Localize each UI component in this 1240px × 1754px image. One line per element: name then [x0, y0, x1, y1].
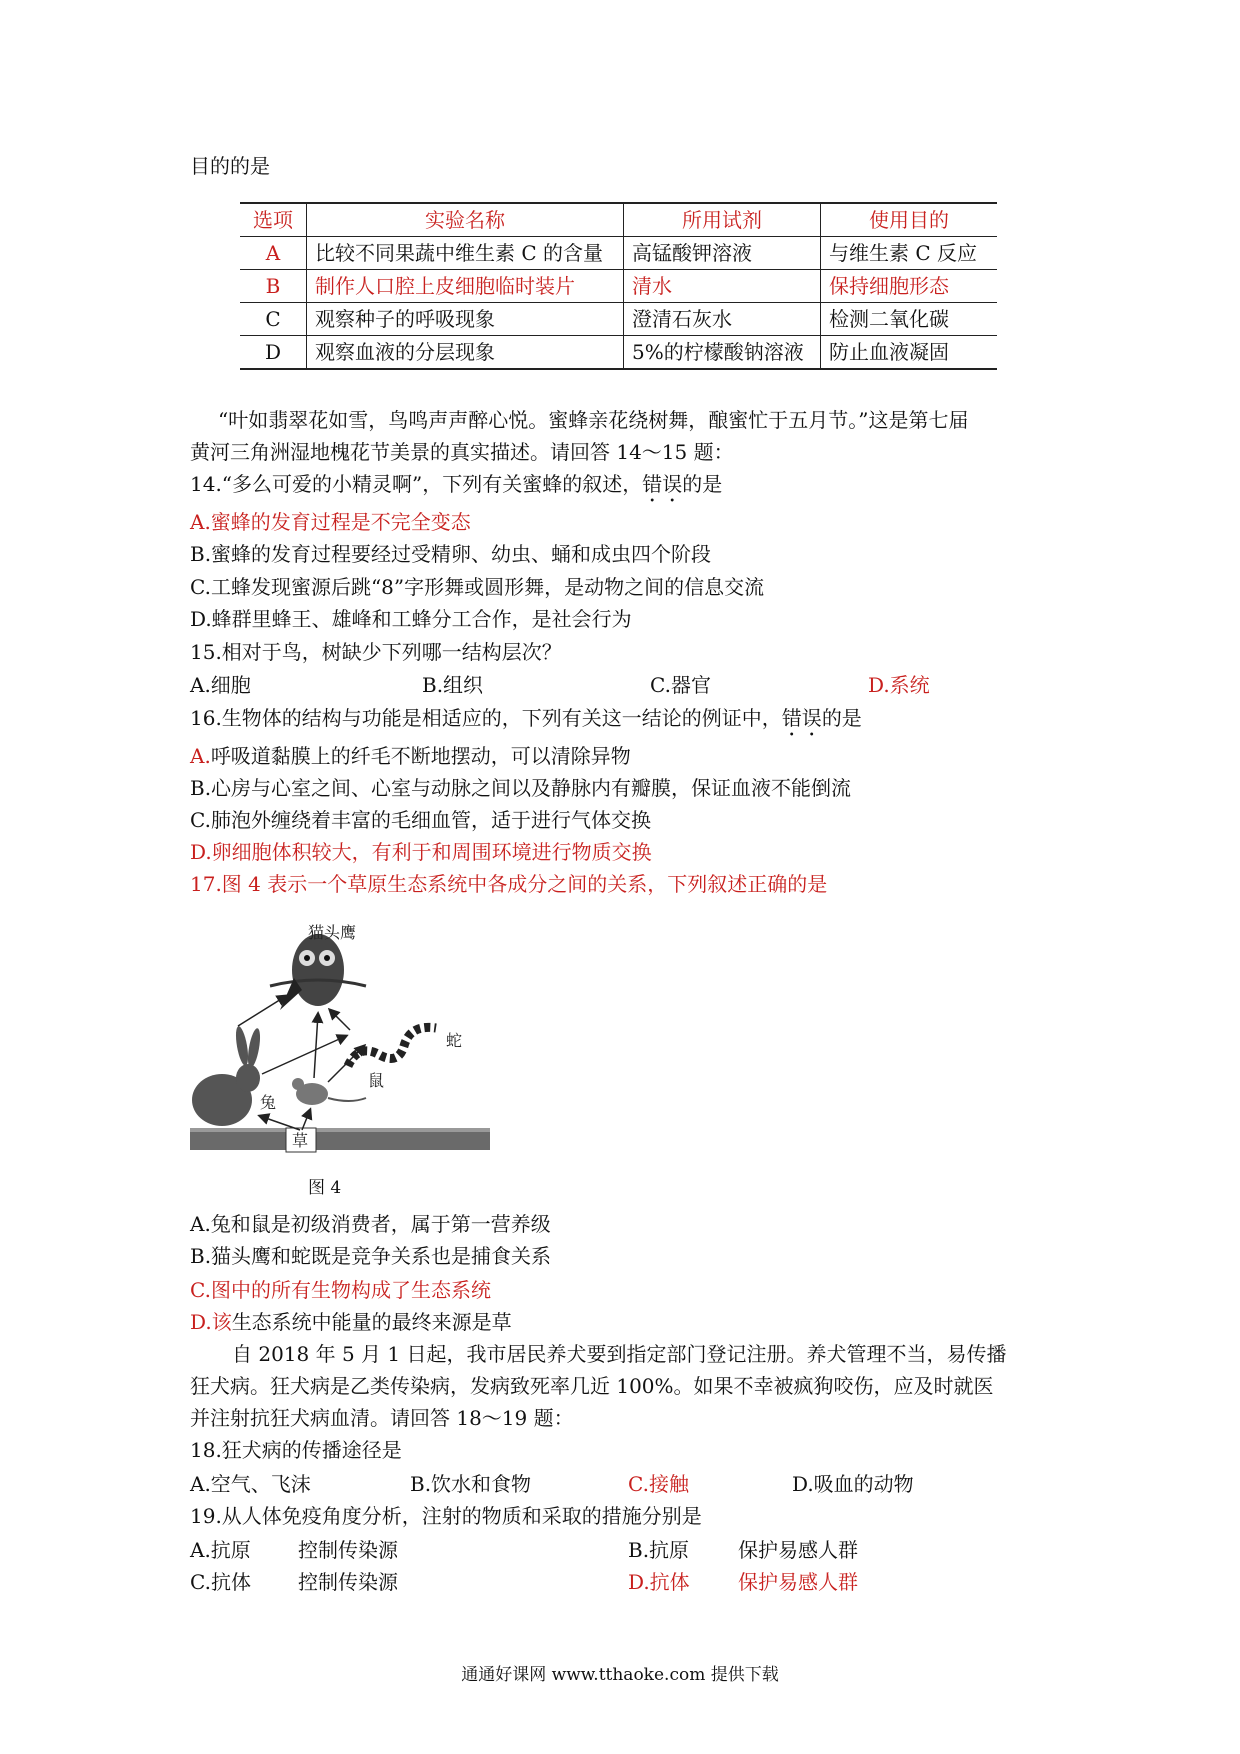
arrow-mouse-snake — [328, 1046, 364, 1082]
q18-option-c: C.接触 — [628, 1472, 689, 1496]
q19-option-b-measure: 保护易感人群 — [738, 1538, 858, 1562]
q19-stem: 19.从人体免疫角度分析，注射的物质和采取的措施分别是 — [190, 1504, 702, 1528]
q17-option-b: B.猫头鹰和蛇既是竞争关系也是捕食关系 — [190, 1244, 552, 1268]
q14-stem-pre: 14.“多么可爱的小精灵啊”，下列有关蜜蜂的叙述， — [190, 472, 643, 496]
arrow-rabbit-owl — [238, 996, 286, 1026]
q19-option-a-substance: A.抗原 — [190, 1538, 251, 1562]
owl-drawing — [270, 934, 366, 1010]
table-header-cell: 选项 — [240, 203, 307, 237]
q17-option-d — [190, 1308, 512, 1336]
q17-option-c — [190, 1276, 491, 1304]
passage1-line1: “叶如翡翠花如雪，鸟鸣声声醉心悦。蜜蜂亲花绕树舞，酿蜜忙于五月节。”这是第七届 — [218, 408, 969, 432]
q16-option-d: D.卵细胞体积较大，有利于和周围环境进行物质交换 — [190, 840, 652, 864]
q18-stem: 18.狂犬病的传播途径是 — [190, 1438, 402, 1462]
q14-option-c: C.工蜂发现蜜源后跳“8”字形舞或圆形舞，是动物之间的信息交流 — [190, 575, 765, 599]
passage2-line1: 自 2018 年 5 月 1 日起，我市居民养犬要到指定部门登记注册。养犬管理不当，易传播 — [232, 1342, 1007, 1366]
q14-stem — [190, 470, 722, 507]
q19-option-b-substance: B.抗原 — [628, 1538, 690, 1562]
passage2-line2: 狂犬病。狂犬病是乙类传染病，发病致死率几近 100%。如果不幸被疯狗咬伤，应及时就医 — [190, 1374, 994, 1398]
arrow-grass-mouse — [302, 1110, 310, 1130]
snake-drawing — [348, 1027, 436, 1066]
table-cell: 与维生素 C 反应 — [821, 237, 998, 270]
table-row — [240, 237, 997, 270]
table-cell: 保持细胞形态 — [821, 270, 998, 303]
q17-stem: 17.图 4 表示一个草原生态系统中各成分之间的关系，下列叙述正确的是 — [190, 872, 828, 896]
q14-stem-emphasis: 错误 — [642, 472, 683, 496]
table-cell: 防止血液凝固 — [821, 336, 998, 370]
q16-option-b: B.心房与心室之间、心室与动脉之间以及静脉内有瓣膜，保证血液不能倒流 — [190, 776, 852, 800]
q16-option-c: C.肺泡外缠绕着丰富的毛细血管，适于进行气体交换 — [190, 808, 651, 832]
table-cell: A — [240, 237, 307, 270]
arrow-rabbit-snake — [262, 1036, 346, 1074]
q17-option-d-text: 生态系统中能量的最终来源是草 — [231, 1310, 512, 1334]
table-row — [240, 336, 997, 370]
q16-stem-emphasis: 错误 — [781, 706, 822, 730]
q18-option-a: A.空气、飞沫 — [190, 1472, 311, 1496]
q19-option-d-substance: D.抗体 — [628, 1570, 690, 1594]
q15-option-b: B.组织 — [422, 673, 484, 697]
table-cell: B — [240, 270, 307, 303]
table-cell: D — [240, 336, 307, 370]
q19-option-d-measure: 保护易感人群 — [738, 1570, 858, 1594]
intro-tail: 目的的是 — [190, 154, 270, 178]
owl-label: 猫头鹰 — [308, 923, 357, 942]
q15-option-c: C.器官 — [650, 673, 711, 697]
table-row — [240, 303, 997, 336]
q16-stem-post: 的是 — [821, 706, 862, 730]
arrow-grass-rabbit — [260, 1116, 300, 1130]
ground-strip — [190, 1130, 490, 1150]
q15-option-a: A.细胞 — [190, 673, 251, 697]
grass-label: 草 — [292, 1131, 309, 1150]
q17-option-d-label: D. — [190, 1310, 212, 1334]
q19-option-a-measure: 控制传染源 — [298, 1538, 398, 1562]
q17-option-c-label: C. — [190, 1278, 211, 1302]
table-cell: 清水 — [624, 270, 821, 303]
q14-option-a: A.蜜蜂的发育过程是不完全变态 — [190, 510, 471, 534]
table-cell: 观察种子的呼吸现象 — [307, 303, 624, 336]
table-cell: 制作人口腔上皮细胞临时装片 — [307, 270, 624, 303]
q19-option-c-substance: C.抗体 — [190, 1570, 251, 1594]
mouse-label: 鼠 — [368, 1071, 385, 1090]
q16-option-a — [190, 742, 631, 770]
table-cell: C — [240, 303, 307, 336]
q17-option-d-red-word: 该 — [211, 1310, 232, 1334]
passage2-line3: 并注射抗狂犬病血清。请回答 18～19 题： — [190, 1406, 574, 1430]
table-cell: 观察血液的分层现象 — [307, 336, 624, 370]
table-header-row — [240, 203, 997, 237]
q19-option-c-measure: 控制传染源 — [298, 1570, 398, 1594]
food-web-illustration — [190, 918, 490, 1168]
table-header-cell: 实验名称 — [307, 203, 624, 237]
table-cell: 澄清石灰水 — [624, 303, 821, 336]
q16-stem — [190, 704, 862, 741]
experiment-table — [240, 202, 997, 370]
table-cell: 比较不同果蔬中维生素 C 的含量 — [307, 237, 624, 270]
q16-stem-pre: 16.生物体的结构与功能是相适应的，下列有关这一结论的例证中， — [190, 706, 782, 730]
q18-option-d: D.吸血的动物 — [792, 1472, 914, 1496]
table-cell: 5%的柠檬酸钠溶液 — [624, 336, 821, 370]
q15-stem: 15.相对于鸟，树缺少下列哪一结构层次？ — [190, 640, 562, 664]
q16-option-a-text: 呼吸道黏膜上的纤毛不断地摆动，可以清除异物 — [210, 744, 631, 768]
food-web-figure — [190, 918, 490, 1168]
q14-stem-post: 的是 — [682, 472, 723, 496]
q15-option-d: D.系统 — [868, 673, 930, 697]
q14-option-b: B.蜜蜂的发育过程要经过受精卵、幼虫、蛹和成虫四个阶段 — [190, 542, 712, 566]
arrow-snake-owl — [330, 1010, 350, 1030]
q14-option-d: D.蜂群里蜂王、雄峰和工蜂分工合作，是社会行为 — [190, 607, 632, 631]
q16-option-a-label: A. — [190, 744, 211, 768]
arrow-mouse-owl — [314, 1014, 318, 1078]
figure-caption: 图 4 — [308, 1178, 342, 1198]
q18-option-b: B.饮水和食物 — [410, 1472, 532, 1496]
page-footer: 通通好课网 www.tthaoke.com 提供下载 — [461, 1665, 779, 1685]
rabbit-label: 兔 — [260, 1093, 277, 1112]
rabbit-drawing — [192, 1025, 262, 1126]
table-cell: 检测二氧化碳 — [821, 303, 998, 336]
q17-option-c-text: 图中的所有生物构成了生态系统 — [210, 1278, 491, 1302]
table-header-cell: 使用目的 — [821, 203, 998, 237]
snake-label: 蛇 — [446, 1031, 463, 1050]
table-row — [240, 270, 997, 303]
table-header-cell: 所用试剂 — [624, 203, 821, 237]
q17-option-a: A.兔和鼠是初级消费者，属于第一营养级 — [190, 1212, 551, 1236]
passage1-line2: 黄河三角洲湿地槐花节美景的真实描述。请回答 14～15 题： — [190, 440, 734, 464]
table-cell: 高锰酸钾溶液 — [624, 237, 821, 270]
